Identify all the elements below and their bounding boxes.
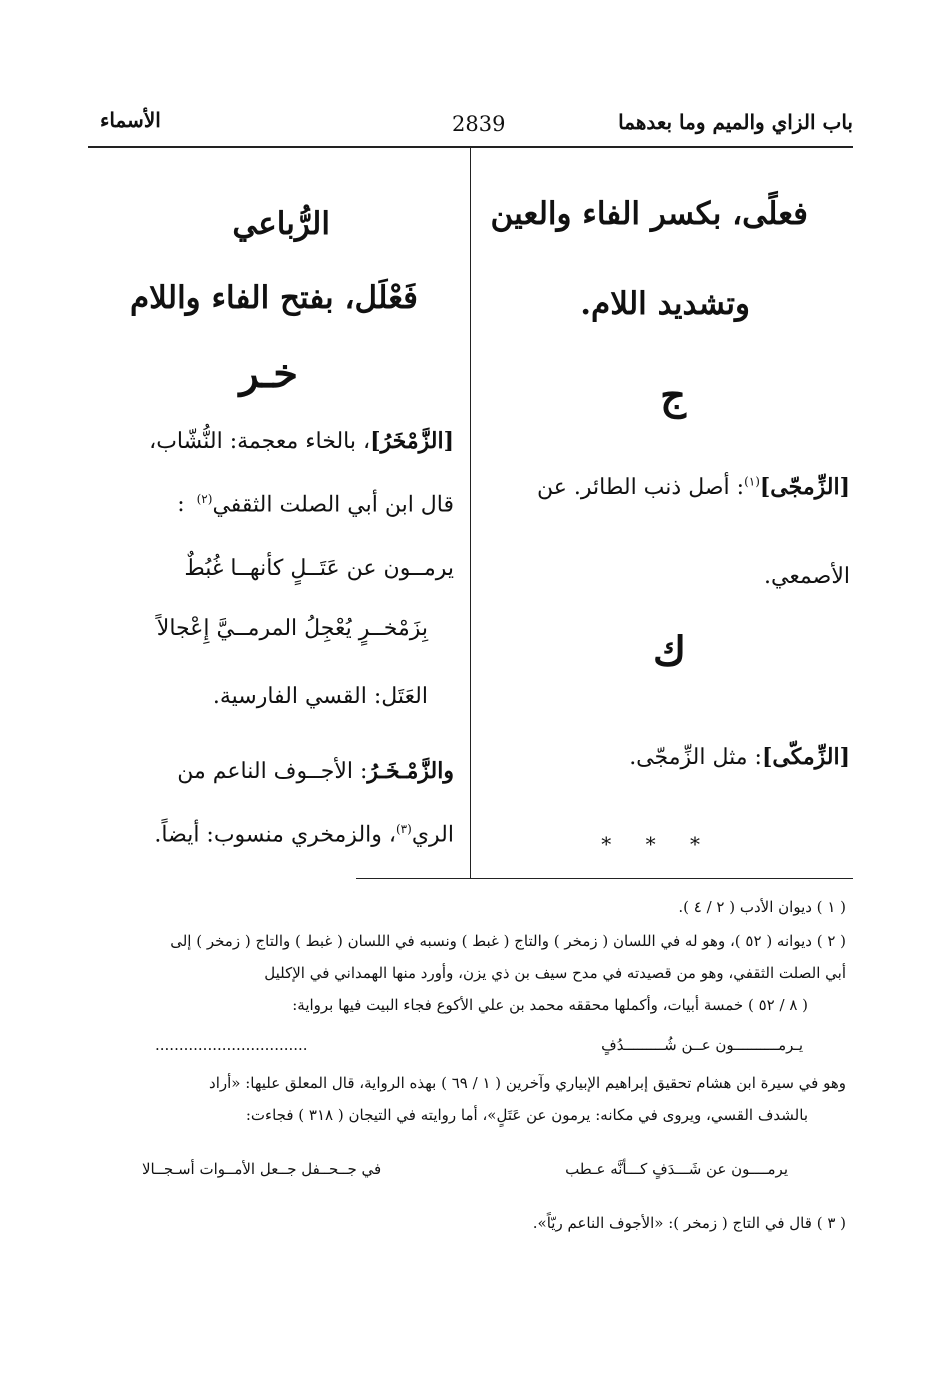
zamkhar-definition-text: : الأجــوف الناعم من: [177, 759, 368, 784]
section-end-stars: * * *: [601, 832, 714, 856]
entry-zimikka: [629, 744, 850, 770]
poet-attribution: [177, 492, 454, 517]
right-heading-line1: فعلًى، بكسر الفاء والعين: [490, 196, 808, 232]
poet-attribution-colon: :: [177, 492, 185, 518]
poet-attribution-text: قال ابن أبي الصلت الثقفي: [212, 492, 454, 518]
pattern-heading: فَعْلَل، بفتح الفاء واللام: [129, 280, 418, 316]
footnote-2-line-4: وهو في سيرة ابن هشام تحقيق إبراهيم الإبياري وآخرين ( ١ / ٦٩ ) بهذه الرواية، قال المعلق عليها: «أراد: [209, 1074, 846, 1092]
entry-zimikka-word: [الزِّمكّى]: [761, 744, 850, 770]
footnote-2-verse-dots: ................................: [155, 1036, 308, 1054]
footnote-ref-2: (٢): [196, 492, 213, 506]
footnote-2-line-3: ( ٨ / ٥٢ ) خمسة أبيات، وأكملها محققه محمد بن علي الأكوع فجاء البيت فيها برواية:: [292, 996, 808, 1014]
root-letter-kaf: ك: [653, 628, 686, 675]
running-title-left: الأسماء: [100, 108, 161, 132]
entry-zamkhar-text: ، بالخاء معجمة: النُّشّاب،: [149, 429, 371, 454]
zamkhar-definition-word: والزَّمْـخَـرُ: [367, 758, 454, 784]
entry-zimijja-cont: الأصمعي.: [763, 564, 850, 589]
entry-zamkhar: [149, 428, 454, 454]
verse-line-2: بِزَمْخــرٍ يُعْجِلُ المرمــيَّ إِعْجالاً: [156, 616, 428, 641]
entry-zimikka-text: : مثل الزِّمجّى.: [629, 745, 762, 770]
footnote-2-line-2: أبي الصلت الثقفي، وهو من قصيدته في مدح سيف بن ذي يزن، وأورد منها الهمداني في الإكليل: [264, 964, 846, 982]
footnote-2-line-5: بالشدف القسي، ويروى في مكانه: يرمون عن عَتَلٍ»، أما روايته في التيجان ( ٣١٨ ) فجاءت:: [245, 1106, 808, 1124]
running-title-right: باب الزاي والميم وما بعدهما: [618, 110, 853, 134]
zamkhar-definition-cont: [154, 822, 454, 847]
footnote-rule: [356, 878, 853, 879]
zamkhar-definition-end: ، والزمخري منسوب: أيضاً.: [154, 822, 396, 848]
verse-line-1: يرمــون عن عَتَــلٍ كأنهــا غُبُطٌ: [184, 556, 454, 581]
rayy-word: الري: [411, 822, 454, 848]
footnote-ref-3: (٣): [395, 822, 412, 836]
footnote-3: ( ٣ ) قال في التاج ( زمخر ): «الأجوف الناعم ريّاً».: [532, 1214, 846, 1232]
footnote-1: ( ١ ) ديوان الأدب ( ٢ / ٤ ).: [678, 898, 846, 916]
column-divider: [470, 146, 471, 878]
footnote-ref-1: (١): [744, 474, 760, 489]
footnote-2-verse-b2: في جــحــفل جــعل الأمــوات أسـجــالا: [142, 1160, 382, 1178]
footnote-2-line-1: ( ٢ ) ديوانه ( ٥٢ )، وهو له في اللسان ( زمخر ) والتاج ( غبط ) ونسبه في اللسان ( غبط ) والتاج ( زمخر ) إلى: [170, 932, 846, 950]
entry-zimijja-word: [الزِّمجّى]: [759, 474, 850, 500]
root-letters-khr: خـر: [239, 350, 298, 397]
right-heading-line2: وتشديد اللام.: [580, 286, 750, 322]
entry-zimijja-text: : أصل ذنب الطائر. عن: [537, 475, 745, 500]
section-title-rubai: الرُّباعي: [232, 206, 330, 242]
entry-zamkhar-word: [الزَّمْخَرُ]: [370, 428, 454, 454]
entry-zimijja: [537, 474, 850, 500]
atal-definition: العَتَل: القسي الفارسية.: [212, 684, 428, 709]
root-letter-jim: ج: [660, 372, 686, 419]
page-number: 2839: [452, 112, 506, 136]
footnote-2-verse-a: يـرمــــــــــون عــن شُـــــــــدُفٍ: [601, 1036, 803, 1054]
zamkhar-definition: [177, 758, 454, 784]
footnote-2-verse-b1: يرمــــون عن شَـــدَفٍ كـــأنَّه عـطب: [565, 1160, 788, 1178]
